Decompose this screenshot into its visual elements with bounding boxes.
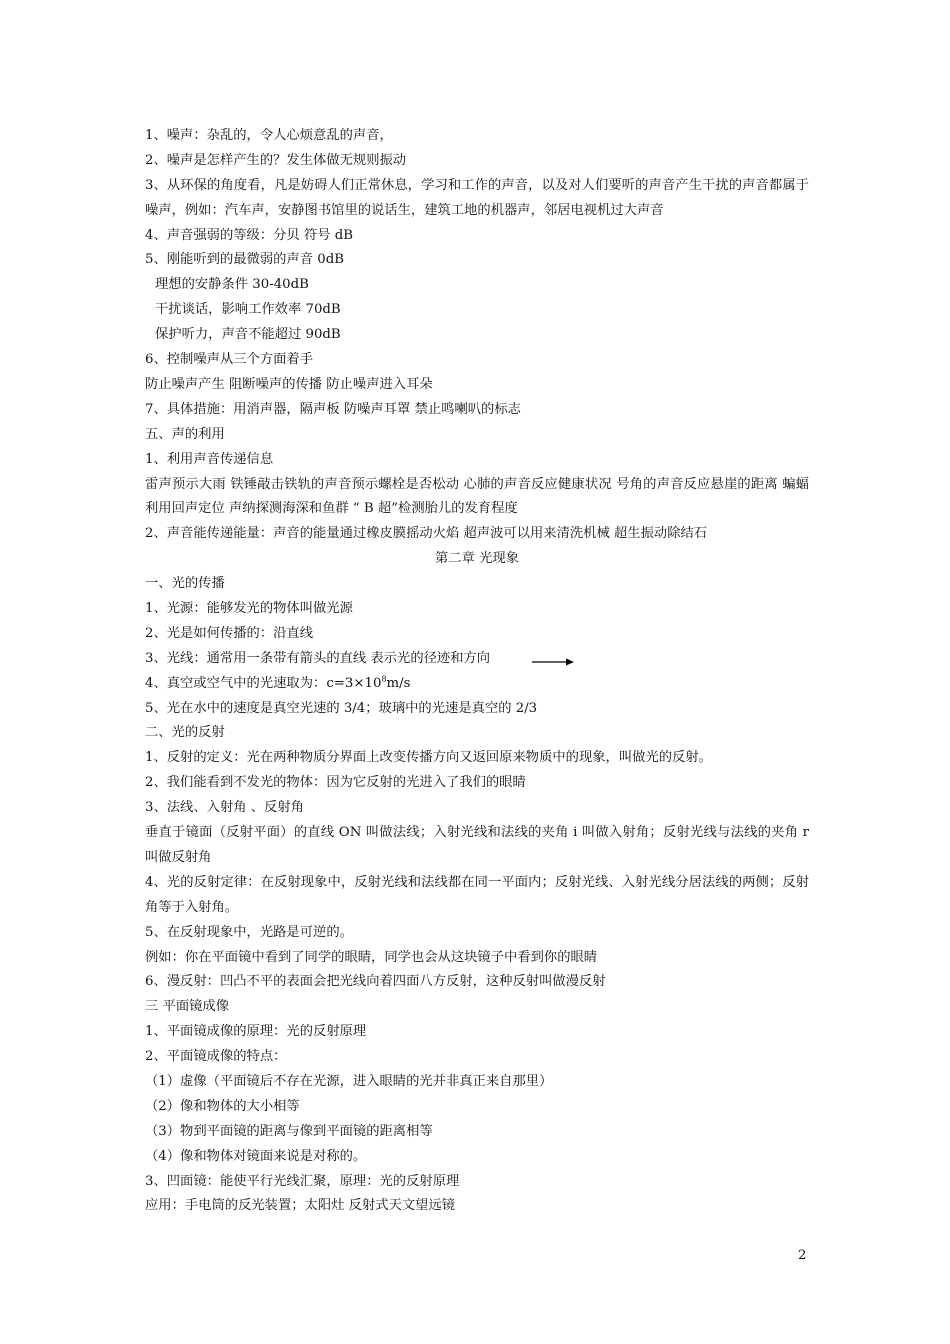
mirror-principle: 1、平面镜成像的原理：光的反射原理 (145, 1024, 367, 1040)
light-source: 1、光源：能够发光的物体叫做光源 (145, 600, 353, 616)
mirror-feature-4: （4）像和物体对镜面来说是对称的。 (145, 1148, 367, 1164)
reversibility: 5、在反射现象中，光路是可逆的。 (145, 924, 353, 940)
chapter-title: 第二章 光现象 (434, 551, 519, 567)
normal-angles-heading: 3、法线、入射角 、反射角 (145, 800, 304, 816)
normal-angles-definition: 垂直于镜面（反射平面）的直线 ON 叫做法线；入射光线和法线的夹角 i 叫做入射角；反射光线与法线的夹角 r 叫做反射角 (145, 825, 809, 865)
noise-control-measures: 7、具体措施：用消声器，隔声板 防噪声耳罩 禁止鸣喇叭的标志 (145, 401, 521, 417)
interference-level: 干扰谈话，影响工作效率 70dB (155, 302, 341, 318)
page-number: 2 (798, 1248, 807, 1263)
reversibility-example: 例如：你在平面镜中看到了同学的眼睛，同学也会从这块镜子中看到你的眼睛 (145, 949, 598, 965)
seeing-non-luminous: 2、我们能看到不发光的物体：因为它反射的光进入了我们的眼睛 (145, 775, 526, 791)
speed-of-light-unit: m/s (386, 675, 411, 691)
noise-environmental-view: 3、从环保的角度看，凡是妨碍人们正常休息，学习和工作的声音，以及对人们要听的声音产生干扰的声音都属于噪声，例如：汽车声，安静图书馆里的说话生，建筑工地的机器声，邻居电视机过大声音 (145, 177, 809, 218)
reflection-heading: 二、光的反射 (145, 725, 225, 741)
light-speed-in-media: 5、光在水中的速度是真空光速的 3/4；玻璃中的光速是真空的 2/3 (145, 700, 538, 716)
reflection-definition: 1、反射的定义：光在两种物质分界面上改变传播方向又返回原来物质中的现象，叫做光的反射。 (145, 750, 712, 766)
law-of-reflection: 4、光的反射定律：在反射现象中，反射光线和法线都在同一平面内；反射光线、入射光线分居法线的两侧；反射角等于入射角。 (145, 874, 809, 915)
mirror-feature-1: （1）虚像（平面镜后不存在光源，进入眼睛的光并非真正来自那里） (145, 1073, 553, 1089)
light-ray-line (145, 647, 809, 672)
noise-origin: 2、噪声是怎样产生的？发生体做无规则振动 (145, 152, 407, 168)
arrow-icon (532, 657, 574, 667)
mirror-heading: 三 平面镜成像 (145, 999, 230, 1015)
sound-information-examples: 雷声预示大雨 铁锤敲击铁轨的声音预示螺栓是否松动 心肺的声音反应健康状况 号角的声音反应悬崖的距离 蝙蝠利用回声定位 声纳探测海深和鱼群 “ B 超”检测胎儿的发育程度 (145, 476, 809, 517)
mirror-feature-3: （3）物到平面镜的距离与像到平面镜的距离相等 (145, 1123, 433, 1139)
quiet-condition: 理想的安静条件 30-40dB (155, 277, 309, 293)
noise-control-aspects: 防止噪声产生 阻断噪声的传播 防止噪声进入耳朵 (145, 376, 433, 392)
propagation-heading: 一、光的传播 (145, 576, 225, 592)
hearing-protection-level: 保护听力，声音不能超过 90dB (155, 327, 341, 343)
light-travel: 2、光是如何传播的：沿直线 (145, 625, 314, 641)
sound-level-unit: 4、声音强弱的等级：分贝 符号 dB (145, 227, 354, 243)
sound-use-heading: 五、声的利用 (145, 426, 225, 442)
threshold-of-hearing: 5、刚能听到的最微弱的声音 0dB (145, 252, 344, 268)
sound-information-heading: 1、利用声音传递信息 (145, 451, 274, 467)
mirror-features-heading: 2、平面镜成像的特点： (145, 1049, 287, 1065)
document-body (145, 124, 809, 1219)
speed-of-light (145, 672, 809, 697)
mirror-feature-2: （2）像和物体的大小相等 (145, 1098, 300, 1114)
concave-mirror: 3、凹面镜：能使平行光线汇聚，原理：光的反射原理 (145, 1173, 460, 1189)
sound-energy: 2、声音能传递能量：声音的能量通过橡皮膜摇动火焰 超声波可以用来清洗机械 超生振动除结石 (145, 526, 708, 542)
speed-of-light-text: 4、真空或空气中的光速取为：c=3×10 (145, 675, 382, 691)
noise-definition: 1、噪声：杂乱的，令人心烦意乱的声音， (145, 128, 393, 143)
diffuse-reflection: 6、漫反射：凹凸不平的表面会把光线向着四面八方反射，这种反射叫做漫反射 (145, 974, 606, 990)
speed-of-light-exponent: 8 (381, 674, 387, 684)
noise-control-heading: 6、控制噪声从三个方面着手 (145, 352, 314, 368)
light-ray-text: 3、光线：通常用一条带有箭头的直线 表示光的径迹和方向 (145, 650, 491, 666)
concave-mirror-applications: 应用：手电筒的反光装置；太阳灶 反射式天文望远镜 (145, 1198, 456, 1214)
